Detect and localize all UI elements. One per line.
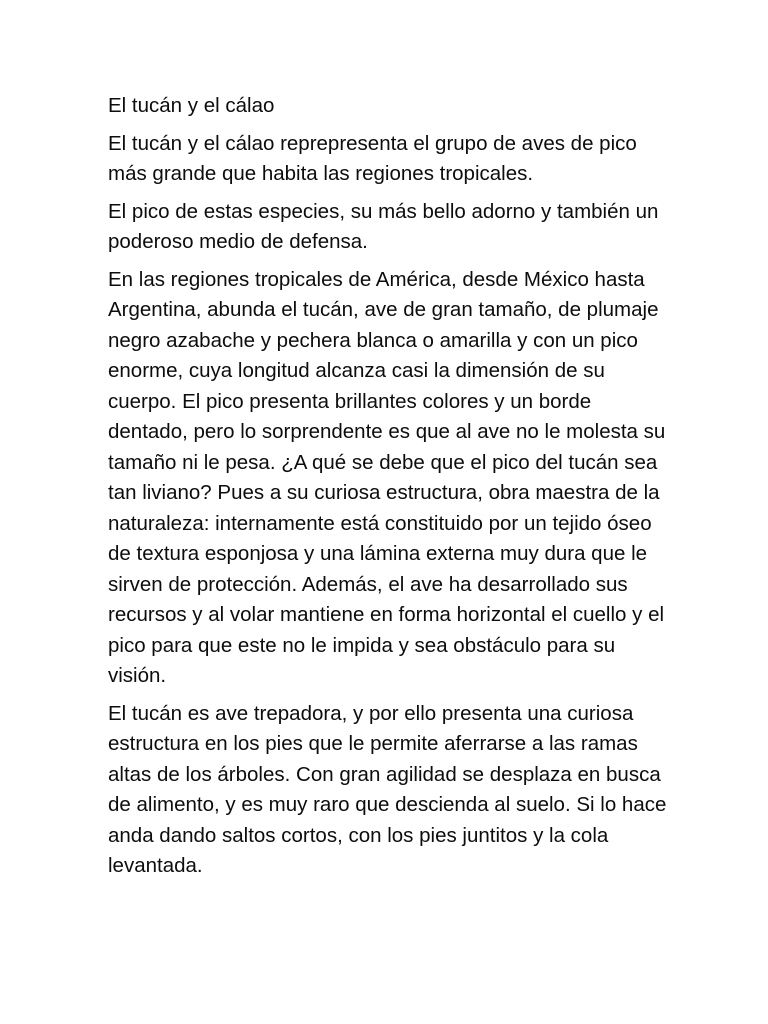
paragraph-climbing: El tucán es ave trepadora, y por ello presenta una curiosa estructura en los pies que le permite aferrarse a las ramas altas de los árboles. Con gran agilidad se desplaza en busca de alimento, y es muy raro que descienda al suelo. Si lo hace anda dando saltos cortos, con los pies juntitos y la cola levantada. xyxy=(108,701,667,877)
paragraph-intro: El tucán y el cálao reprepresenta el grupo de aves de pico más grande que habita las regiones tropicales. xyxy=(108,131,637,185)
document-body xyxy=(108,91,668,889)
document-title: El tucán y el cálao xyxy=(108,94,275,117)
paragraph-beak: El pico de estas especies, su más bello adorno y también un poderoso medio de defensa. xyxy=(108,199,659,253)
paragraph-toucan-description: En las regiones tropicales de América, desde México hasta Argentina, abunda el tucán, ave de gran tamaño, de plumaje negro azabache y pechera blanca o amarilla y con un pico enorme, cuya longitud alcanza casi la dimensión de su cuerpo. El pico presenta brillantes colores y un borde dentado, pero lo sorprendente es que al ave no le molesta su tamaño ni le pesa. ¿A qué se debe que el pico del tucán sea tan liviano? Pues a su curiosa estructura, obra maestra de la naturaleza: internamente está constituido por un tejido óseo de textura esponjosa y una lámina externa muy dura que le sirven de protección. Además, el ave ha desarrollado sus recursos y al volar mantiene en forma horizontal el cuello y el pico para que este no le impida y sea obstáculo para su visión. xyxy=(108,267,666,687)
